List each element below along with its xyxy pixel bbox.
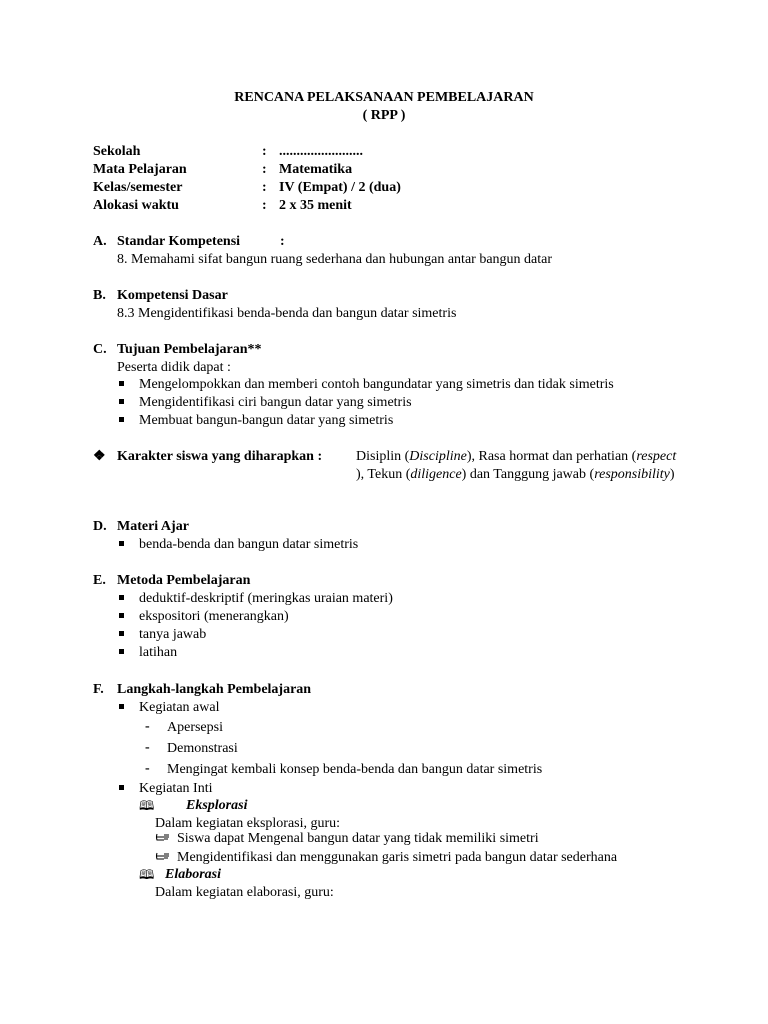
section-d-heading: Materi Ajar bbox=[117, 519, 189, 534]
section-a-text: 8. Memahami sifat bangun ruang sederhana dan hubungan antar bangun datar bbox=[117, 252, 553, 267]
section-b-text: 8.3 Mengidentifikasi benda-benda dan bangun datar simetris bbox=[117, 306, 457, 321]
list-item: Demonstrasi bbox=[167, 741, 238, 756]
bullet-square-icon bbox=[119, 541, 124, 546]
section-c-intro: Peserta didik dapat : bbox=[117, 360, 231, 375]
eksplorasi-heading: Eksplorasi bbox=[186, 798, 248, 813]
pointing-hand-icon bbox=[155, 851, 171, 862]
elaborasi-heading: Elaborasi bbox=[165, 867, 222, 882]
section-a-colon: : bbox=[280, 234, 285, 249]
section-c-letter: C. bbox=[93, 342, 107, 357]
list-item: ekspositori (menerangkan) bbox=[139, 609, 289, 624]
dash-bullet-icon: - bbox=[145, 740, 150, 755]
document-title: RENCANA PELAKSANAAN PEMBELAJARAN bbox=[234, 90, 534, 105]
info-colon: : bbox=[262, 180, 267, 195]
info-value-mapel: Matematika bbox=[279, 162, 353, 177]
eksplorasi-intro: Dalam kegiatan eksplorasi, guru: bbox=[155, 816, 341, 831]
document-subtitle: ( RPP ) bbox=[362, 108, 406, 123]
book-icon: 🕮 bbox=[139, 867, 155, 882]
bullet-square-icon bbox=[119, 704, 124, 709]
list-item: Membuat bangun-bangun datar yang simetris bbox=[139, 413, 394, 428]
bullet-square-icon bbox=[119, 631, 124, 636]
section-d-letter: D. bbox=[93, 519, 107, 534]
info-label-sekolah: Sekolah bbox=[93, 144, 141, 159]
bullet-square-icon bbox=[119, 785, 124, 790]
kegiatan-awal-label: Kegiatan awal bbox=[139, 700, 220, 715]
section-f-letter: F. bbox=[93, 682, 104, 697]
info-label-mapel: Mata Pelajaran bbox=[93, 162, 187, 177]
info-value-alokasi: 2 x 35 menit bbox=[279, 198, 352, 213]
info-colon: : bbox=[262, 162, 267, 177]
bullet-square-icon bbox=[119, 613, 124, 618]
bullet-square-icon bbox=[119, 649, 124, 654]
list-item: tanya jawab bbox=[139, 627, 207, 642]
elaborasi-intro: Dalam kegiatan elaborasi, guru: bbox=[155, 885, 334, 900]
book-icon: 🕮 bbox=[139, 798, 155, 813]
info-label-kelas: Kelas/semester bbox=[93, 180, 183, 195]
info-colon: : bbox=[262, 144, 267, 159]
list-item: Mengidentifikasi dan menggunakan garis simetri pada bangun datar sederhana bbox=[177, 850, 618, 865]
pointing-hand-icon bbox=[155, 832, 171, 843]
karakter-text: Disiplin (Discipline), Rasa hormat dan perhatian (respect ), Tekun (diligence) dan Tanggung jawab (responsibility) bbox=[356, 449, 677, 482]
info-label-alokasi: Alokasi waktu bbox=[93, 198, 179, 213]
list-item: Mengelompokkan dan memberi contoh bangundatar yang simetris dan tidak simetris bbox=[139, 377, 614, 392]
section-e-heading: Metoda Pembelajaran bbox=[117, 573, 251, 588]
section-b-letter: B. bbox=[93, 288, 106, 303]
section-c-heading: Tujuan Pembelajaran** bbox=[117, 342, 262, 357]
karakter-label: Karakter siswa yang diharapkan : bbox=[117, 449, 323, 464]
bullet-square-icon bbox=[119, 595, 124, 600]
list-item: Apersepsi bbox=[167, 720, 223, 735]
dash-bullet-icon: - bbox=[145, 719, 150, 734]
info-colon: : bbox=[262, 198, 267, 213]
section-a-letter: A. bbox=[93, 234, 107, 249]
info-value-sekolah: ........................ bbox=[279, 144, 363, 159]
list-item: Mengingat kembali konsep benda-benda dan bangun datar simetris bbox=[167, 762, 543, 777]
bullet-square-icon bbox=[119, 399, 124, 404]
list-item: latihan bbox=[139, 645, 178, 660]
diamond-bullet-icon: ❖ bbox=[93, 449, 106, 464]
info-value-kelas: IV (Empat) / 2 (dua) bbox=[279, 180, 401, 195]
list-item: Mengidentifikasi ciri bangun datar yang simetris bbox=[139, 395, 412, 410]
section-f-heading: Langkah-langkah Pembelajaran bbox=[117, 682, 312, 697]
list-item: Siswa dapat Mengenal bangun datar yang tidak memiliki simetri bbox=[177, 831, 539, 846]
section-a-heading: Standar Kompetensi bbox=[117, 234, 241, 249]
list-item: deduktif-deskriptif (meringkas uraian materi) bbox=[139, 591, 393, 606]
section-b-heading: Kompetensi Dasar bbox=[117, 288, 228, 303]
bullet-square-icon bbox=[119, 417, 124, 422]
list-item: benda-benda dan bangun datar simetris bbox=[139, 537, 359, 552]
bullet-square-icon bbox=[119, 381, 124, 386]
kegiatan-inti-label: Kegiatan Inti bbox=[139, 781, 213, 796]
dash-bullet-icon: - bbox=[145, 761, 150, 776]
section-e-letter: E. bbox=[93, 573, 106, 588]
